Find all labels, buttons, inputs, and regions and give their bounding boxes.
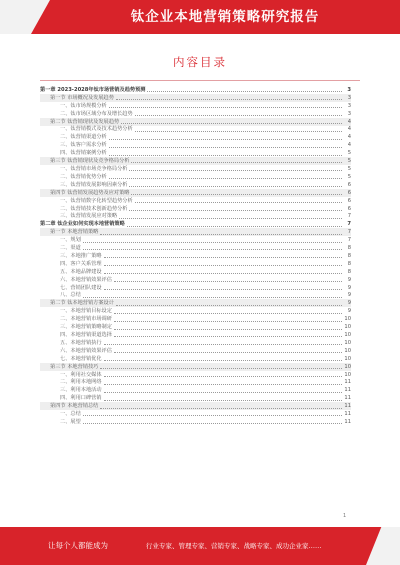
toc-page-number: 9 (347, 292, 351, 299)
toc-page-number: 5 (347, 158, 351, 165)
toc-leader-dots (119, 218, 342, 219)
toc-page-number: 7 (347, 213, 351, 220)
toc-entry-label: 二、利用本地网络 (60, 379, 102, 386)
toc-leader-dots (109, 178, 342, 179)
toc-entry-label: 六、本地营销效果评估 (60, 276, 112, 283)
toc-row[interactable] (40, 213, 351, 221)
toc-row[interactable] (40, 347, 351, 355)
toc-row[interactable] (40, 220, 351, 228)
toc-leader-dots (100, 234, 342, 235)
toc-page-number: 8 (347, 260, 351, 267)
toc-leader-dots (109, 107, 342, 108)
toc-row[interactable] (40, 371, 351, 379)
toc-row[interactable] (40, 118, 351, 126)
toc-entry-label: 一、总结 (60, 411, 81, 418)
toc-row[interactable] (40, 181, 351, 189)
toc-page-number: 3 (347, 94, 351, 101)
toc-page-number: 5 (347, 165, 351, 172)
toc-row[interactable] (40, 165, 351, 173)
toc-entry-label: 第一节 本地营销策略 (50, 229, 99, 236)
toc-leader-dots (147, 91, 342, 92)
toc-page-number: 11 (344, 418, 351, 425)
toc-entry-label: 第三节 本地营销技巧 (50, 363, 99, 370)
banner-notch (0, 0, 50, 34)
toc-entry-label: 三、利用本地活动 (60, 387, 102, 394)
toc-page-number: 10 (344, 324, 351, 331)
toc-entry-label: 二、钛营销渠道分析 (60, 134, 107, 141)
toc-leader-dots (129, 210, 342, 211)
toc-leader-dots (135, 131, 342, 132)
top-banner (0, 0, 400, 34)
toc-leader-dots (109, 155, 342, 156)
toc-leader-dots (83, 249, 342, 250)
footer-roles: 行业专家、管理专家、营销专家、战略专家、成功企业家…… (146, 542, 322, 550)
toc-entry-label: 七、营销团队建设 (60, 284, 102, 291)
toc-leader-dots (104, 289, 342, 290)
toc-page-number: 9 (347, 276, 351, 283)
toc-row[interactable] (40, 323, 351, 331)
toc-row[interactable] (40, 410, 351, 418)
toc-row[interactable] (40, 228, 351, 236)
toc-leader-dots (104, 273, 342, 274)
toc-entry-label: 第三节 钛营销现状及竞争格局分析 (50, 158, 130, 165)
toc-leader-dots (114, 321, 342, 322)
toc-entry-label: 四、利用口碑营销 (60, 395, 102, 402)
toc-row[interactable] (40, 205, 351, 213)
toc-row[interactable] (40, 276, 351, 284)
toc-row[interactable] (40, 268, 351, 276)
toc-leader-dots (104, 400, 342, 401)
toc-leader-dots (114, 313, 342, 314)
toc-row[interactable] (40, 379, 351, 387)
toc-row[interactable] (40, 339, 351, 347)
toc-row[interactable] (40, 363, 351, 371)
toc-divider (40, 80, 360, 81)
toc-entry-label: 第四节 本地营销总结 (50, 403, 99, 410)
toc-entry-label: 第四节 钛营销发展趋势及应对策略 (50, 189, 130, 196)
toc-row[interactable] (40, 386, 351, 394)
footer-slogan: 让每个人都能成为 (48, 541, 108, 550)
toc-page-number: 7 (347, 237, 351, 244)
toc-leader-dots (129, 186, 342, 187)
toc-leader-dots (83, 423, 342, 424)
toc-entry-label: 一、钛营销模式及技术趋势分析 (60, 126, 133, 133)
toc-leader-dots (129, 170, 342, 171)
toc-entry-label: 六、本地营销效果评估 (60, 347, 112, 354)
toc-page-number: 10 (344, 339, 351, 346)
toc-entry-label: 一、本地营销目标设定 (60, 308, 112, 315)
toc-entry-label: 第一节 市场概况及发展趋势 (50, 94, 114, 101)
toc-row[interactable] (40, 149, 351, 157)
toc-entry-label: 一、钛营销市场竞争格局分析 (60, 165, 128, 172)
toc-leader-dots (104, 384, 342, 385)
toc-entry-label: 一、利用社交媒体 (60, 371, 102, 378)
bottom-notch (366, 527, 400, 565)
toc-page-number: 11 (344, 387, 351, 394)
toc-page-number: 4 (347, 118, 351, 125)
toc-row[interactable] (40, 244, 351, 252)
toc-row[interactable] (40, 86, 351, 94)
toc-row[interactable] (40, 394, 351, 402)
toc-entry-label: 一、规划 (60, 237, 81, 244)
toc-entry-label: 一、钛营销数字化转型趋势分析 (60, 197, 133, 204)
toc-list (40, 86, 351, 426)
toc-entry-label: 二、渠道 (60, 245, 81, 252)
toc-page-number: 11 (344, 379, 351, 386)
toc-leader-dots (104, 257, 342, 258)
report-title: 钛企业本地营销策略研究报告 (130, 9, 320, 25)
toc-page-number: 6 (347, 181, 351, 188)
toc-leader-dots (104, 392, 342, 393)
toc-entry-label: 四、本地营销渠道选择 (60, 332, 112, 338)
toc-leader-dots (109, 139, 342, 140)
toc-page-number: 4 (347, 126, 351, 133)
toc-row[interactable] (40, 292, 351, 300)
toc-entry-label: 第二节 钛本地营销方案设计 (50, 300, 114, 307)
toc-page-number: 9 (347, 300, 351, 307)
toc-page-number: 3 (347, 86, 351, 93)
toc-page-number: 5 (347, 173, 351, 180)
toc-page-number: 4 (347, 134, 351, 141)
toc-entry-label: 三、钛营销发展应对策略 (60, 213, 118, 220)
toc-leader-dots (83, 415, 342, 416)
toc-leader-dots (83, 297, 342, 298)
toc-leader-dots (104, 376, 342, 377)
toc-leader-dots (100, 368, 342, 369)
bottom-banner (0, 527, 400, 565)
toc-leader-dots (116, 305, 342, 306)
toc-entry-label: 四、客户关系管理 (60, 260, 102, 267)
toc-page-number: 7 (347, 229, 351, 236)
toc-leader-dots (114, 352, 342, 353)
toc-entry-label: 四、钛营销案例分析 (60, 150, 107, 157)
toc-row[interactable] (40, 173, 351, 181)
toc-leader-dots (127, 226, 342, 227)
toc-page-number: 10 (344, 355, 351, 362)
toc-page-number: 8 (347, 245, 351, 252)
toc-entry-label: 一、钛市场规模分析 (60, 102, 107, 109)
toc-entry-label: 三、钛营销发展影响因素分析 (60, 181, 128, 188)
toc-leader-dots (104, 265, 342, 266)
toc-page-number: 10 (344, 363, 351, 370)
toc-entry-label: 第二节 钛营销现状及发展趋势 (50, 118, 120, 125)
toc-entry-label: 第二章 钛企业如何实现本地营销策略 (40, 221, 125, 228)
toc-page-number: 6 (347, 197, 351, 204)
toc-row[interactable] (40, 236, 351, 244)
toc-entry-label: 五、本地品牌建设 (60, 268, 102, 275)
toc-leader-dots (100, 408, 342, 409)
toc-page-number: 7 (347, 221, 351, 228)
toc-row[interactable] (40, 299, 351, 307)
toc-page-number: 4 (347, 142, 351, 149)
toc-entry-label: 二、钛营销技术创新趋势分析 (60, 205, 128, 212)
toc-row[interactable] (40, 197, 351, 205)
toc-page-number: 8 (347, 252, 351, 259)
toc-entry-label: 三、钛客户需求分析 (60, 142, 107, 149)
toc-leader-dots (114, 336, 342, 337)
toc-row[interactable] (40, 94, 351, 102)
toc-page-number: 8 (347, 268, 351, 275)
toc-page-number: 10 (344, 371, 351, 378)
toc-page-number: 6 (347, 189, 351, 196)
toc-leader-dots (131, 162, 342, 163)
toc-leader-dots (131, 194, 342, 195)
toc-leader-dots (104, 360, 342, 361)
toc-row[interactable] (40, 126, 351, 134)
toc-row[interactable] (40, 284, 351, 292)
toc-row[interactable] (40, 260, 351, 268)
page-marker: 1 (343, 513, 347, 519)
toc-row[interactable] (40, 157, 351, 165)
toc-entry-label: 二、本地营销市场调研 (60, 316, 112, 323)
toc-page-number: 10 (344, 332, 351, 338)
toc-leader-dots (116, 99, 342, 100)
toc-row[interactable] (40, 307, 351, 315)
toc-page-number: 11 (344, 411, 351, 418)
toc-page-number: 10 (344, 316, 351, 323)
toc-leader-dots (135, 115, 342, 116)
toc-row[interactable] (40, 133, 351, 141)
toc-row[interactable] (40, 315, 351, 323)
toc-page-number: 3 (347, 110, 351, 117)
toc-leader-dots (121, 123, 342, 124)
toc-row[interactable] (40, 141, 351, 149)
toc-row[interactable] (40, 189, 351, 197)
toc-entry-label: 七、本地营销优化 (60, 355, 102, 362)
toc-entry-label: 二、钛市场区域分布及增长趋势 (60, 110, 133, 117)
toc-entry-label: 三、本地营销策略制定 (60, 324, 112, 331)
toc-page-number: 5 (347, 150, 351, 157)
toc-entry-label: 五、本地营销执行 (60, 339, 102, 346)
toc-page-number: 9 (347, 284, 351, 291)
toc-entry-label: 三、本地推广策略 (60, 252, 102, 259)
toc-page-number: 9 (347, 308, 351, 315)
toc-row[interactable] (40, 402, 351, 410)
toc-leader-dots (135, 202, 342, 203)
toc-leader-dots (114, 329, 342, 330)
toc-page-number: 10 (344, 347, 351, 354)
toc-page-number: 11 (344, 403, 351, 410)
toc-row[interactable] (40, 418, 351, 426)
toc-entry-label: 二、钛营销优势分析 (60, 173, 107, 180)
toc-entry-label: 八、总结 (60, 292, 81, 299)
toc-entry-label: 二、展望 (60, 418, 81, 425)
toc-page-number: 6 (347, 205, 351, 212)
toc-entry-label: 第一章 2023-2028年钛市场营销及趋势预测 (40, 86, 146, 93)
toc-page-number: 11 (344, 395, 351, 402)
toc-row[interactable] (40, 331, 351, 339)
toc-leader-dots (109, 147, 342, 148)
toc-leader-dots (83, 242, 342, 243)
toc-leader-dots (104, 344, 342, 345)
toc-row[interactable] (40, 102, 351, 110)
toc-heading: 内容目录 (173, 55, 227, 69)
toc-leader-dots (114, 281, 342, 282)
toc-row[interactable] (40, 110, 351, 118)
toc-row[interactable] (40, 355, 351, 363)
toc-row[interactable] (40, 252, 351, 260)
toc-page-number: 3 (347, 102, 351, 109)
